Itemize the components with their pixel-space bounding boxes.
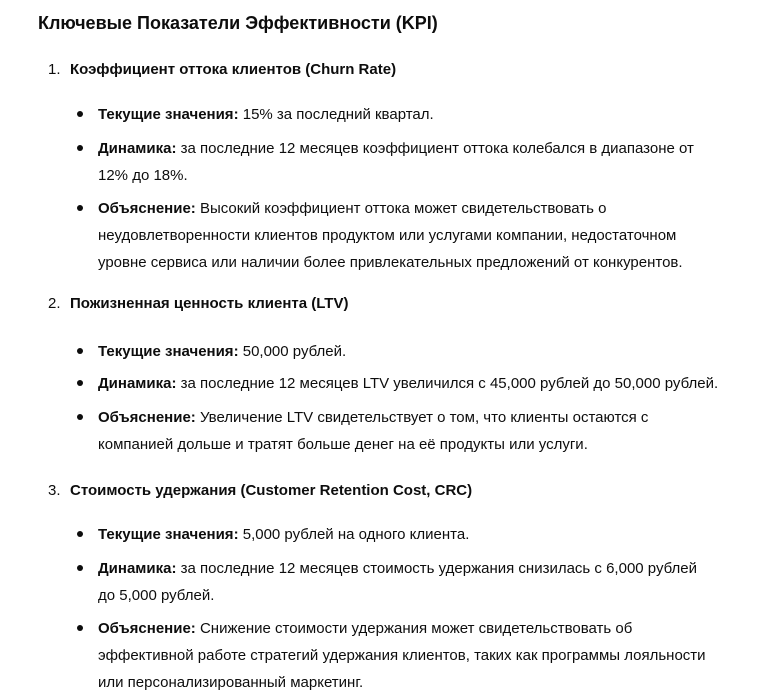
list-item [98,404,718,458]
bullet-icon [77,111,83,117]
bullet-label: Текущие значения: [98,106,239,123]
bullet-icon [77,380,83,386]
list-item [98,101,718,128]
bullet-label: Динамика: [98,375,177,392]
bullet-label: Объяснение: [98,409,196,426]
bullet-text: Увеличение LTV свидетельствует о том, что клиенты остаются с компанией дольше и тратят больше денег на её продукты или услуги. [98,409,649,453]
bullet-label: Текущие значения: [98,343,239,360]
section-title: Стоимость удержания (Customer Retention Cost, CRC) [70,482,473,499]
bullet-icon [77,565,83,571]
bullet-text: за последние 12 месяцев LTV увеличился с 45,000 рублей до 50,000 рублей. [176,375,719,392]
list-item [98,195,718,276]
section-number: 2. [48,295,61,312]
bullet-label: Текущие значения: [98,526,239,543]
list-item [98,338,718,365]
list-item [98,370,738,397]
bullet-icon [77,531,83,537]
bullet-text: 5,000 рублей на одного клиента. [238,526,470,543]
list-item [98,135,718,189]
bullet-text: 15% за последний квартал. [238,106,434,123]
section-title: Пожизненная ценность клиента (LTV) [70,295,349,312]
bullet-icon [77,205,83,211]
section-title: Коэффициент оттока клиентов (Churn Rate) [70,61,397,78]
bullet-label: Динамика: [98,140,177,157]
list-item [98,521,718,548]
bullet-icon [77,414,83,420]
bullet-label: Объяснение: [98,620,196,637]
page-title: Ключевые Показатели Эффективности (KPI) [38,13,438,33]
bullet-text: Высокий коэффициент оттока может свидетельствовать о неудовлетворенности клиентов продуктом или услугами компании, недостаточном уровне сервиса или наличии более привлекательных предложений от конкурентов. [98,200,683,271]
bullet-text: 50,000 рублей. [238,343,347,360]
section-number: 1. [48,61,61,78]
bullet-text: за последние 12 месяцев коэффициент оттока колебался в диапазоне от 12% до 18%. [98,140,694,184]
list-item [98,555,718,609]
list-item [98,615,718,696]
section-number: 3. [48,482,61,499]
bullet-text: за последние 12 месяцев стоимость удержания снизилась с 6,000 рублей до 5,000 рублей. [98,560,698,604]
bullet-icon [77,145,83,151]
bullet-label: Объяснение: [98,200,196,217]
bullet-icon [77,348,83,354]
bullet-icon [77,625,83,631]
bullet-label: Динамика: [98,560,177,577]
bullet-text: Снижение стоимости удержания может свидетельствовать об эффективной работе стратегий удержания клиентов, таких как программы лояльности или персонализированный маркетинг. [98,620,706,691]
